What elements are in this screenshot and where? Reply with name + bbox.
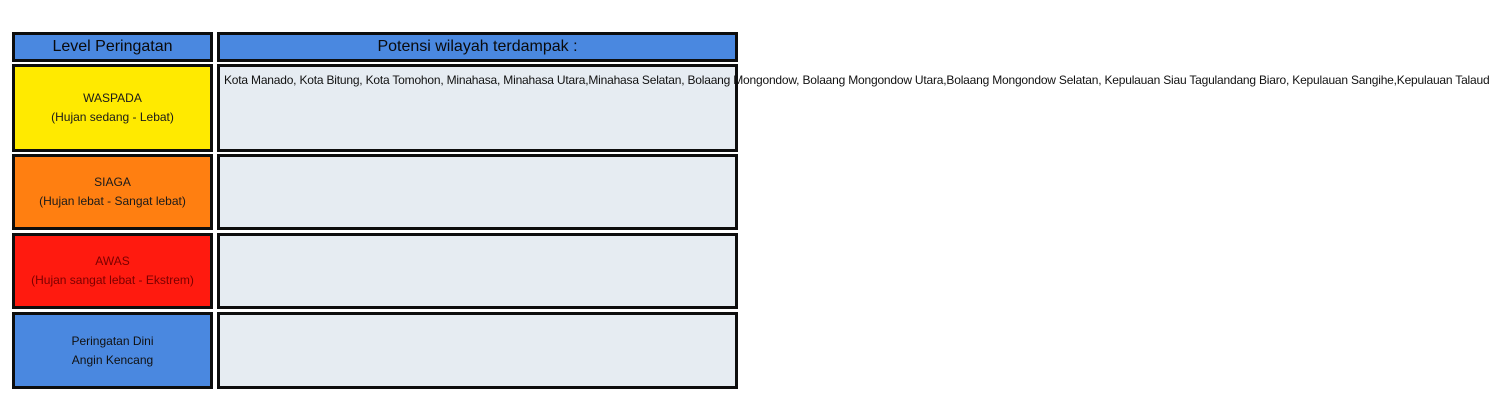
area-cell-waspada	[217, 64, 1489, 152]
level-name: WASPADA	[83, 91, 142, 105]
level-cell-angin-kencang	[12, 312, 213, 389]
level-description: (Hujan lebat - Sangat lebat)	[39, 194, 186, 208]
header-level-label: Level Peringatan	[52, 38, 173, 55]
header-level	[12, 32, 213, 62]
level-name: SIAGA	[94, 175, 131, 189]
area-line: Bolaang Mongondow Selatan, Kepulauan Siau Tagulandang Biaro, Kepulauan Sangihe,	[946, 73, 1397, 87]
header-area-label: Potensi wilayah terdampak :	[377, 38, 578, 55]
level-description: (Hujan sangat lebat - Ekstrem)	[31, 273, 194, 287]
level-name: AWAS	[95, 254, 130, 268]
area-cell-siaga	[217, 154, 738, 230]
area-line: Kota Manado, Kota Bitung, Kota Tomohon, Minahasa, Minahasa Utara,	[224, 73, 589, 87]
level-description: (Hujan sedang - Lebat)	[51, 110, 174, 124]
level-name: Peringatan Dini	[71, 333, 154, 348]
header-area	[217, 32, 738, 62]
level-description: Angin Kencang	[71, 352, 154, 367]
level-cell-siaga	[12, 154, 213, 230]
area-cell-angin-kencang	[217, 312, 738, 389]
level-cell-awas	[12, 233, 213, 309]
level-cell-waspada	[12, 64, 213, 152]
area-line: Minahasa Selatan, Bolaang Mongondow, Bolaang Mongondow Utara,	[588, 73, 947, 87]
area-line: Kepulauan Talaud	[1396, 73, 1489, 87]
area-cell-awas	[217, 233, 738, 309]
